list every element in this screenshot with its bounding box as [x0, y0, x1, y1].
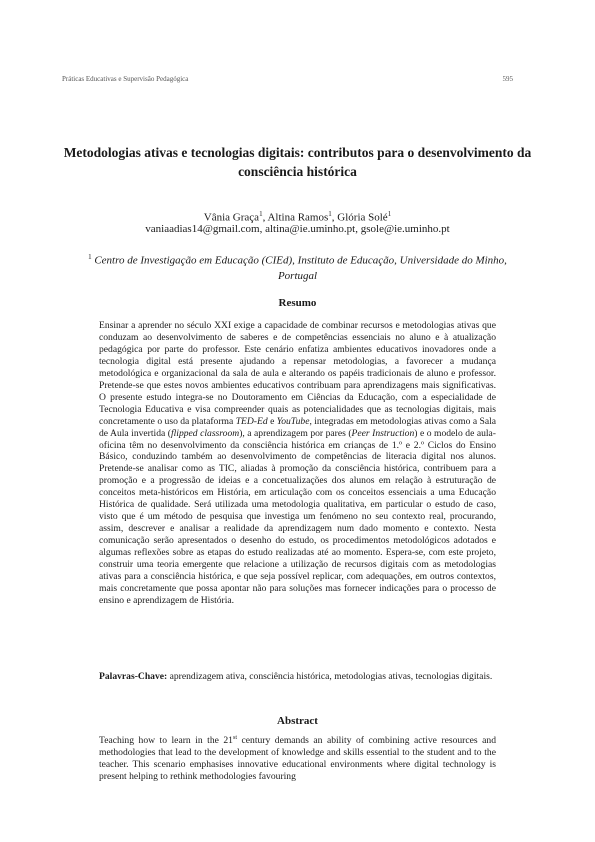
abstract-heading: Abstract	[277, 715, 318, 727]
author-affiliation-mark: 1	[387, 210, 392, 218]
author-name: Altina Ramos	[267, 211, 329, 224]
resumo-paragraph	[99, 320, 496, 607]
affiliation-mark: 1	[88, 253, 92, 261]
abstract-paragraph	[99, 735, 496, 783]
keywords-label: Palavras-Chave:	[99, 671, 168, 682]
author-list: Vânia Graça$^1$, Altina Ramos$^1$, Glória Solé$^1$	[203, 210, 392, 224]
page-number: 595	[502, 75, 513, 83]
affiliation	[84, 250, 511, 284]
resumo-text: Ensinar a aprender no século XXI exige a capacidade de combinar recursos e metodologias ativas que conduzam ao desenvolvimento de saberes e de competências essenciais no aluno e à atualização pedagógica por parte do professor. Este cenário enfatiza ambientes educativos inovadores onde a tecnologia digital está presente ajudando a repensar metodologias, a favorecer a mudança metodológica e organizacional da sala de aula e alterando os papéis tradicionais de aluno e professor. Pretende-se que estes novos ambientes educativos contribuam para aprendizagens mais significativas. O presente estudo integra-se no Doutoramento em Ciências da Educação, com a especialidade de Tecnologia Educativa e visa compreender quais as potencialidades que as tecnologias digitais, mais concretamente o uso da plataforma	[99, 320, 496, 427]
resumo-text: ) e o modelo de aula-oficina têm no desenvolvimento da consciência histórica em crianças de 1.º e 2.º Ciclos do Ensino Básico, conduzindo também ao desenvolvimento de competências de literacia digital nos alunos. Pretende-se analisar como as TIC, aliadas à promoção da consciência histórica, contribuem para a promoção e a progressão de ideias e a concetualizações dos alunos em relação à estruturação de conceitos meta-históricos em História, em articulação com os conceitos essenciais a uma Educação Histórica de qualidade. Será utilizada uma metodologia qualitativa, em particular o estudo de caso, visto que é um método de pesquisa que investiga um fenómeno no seu contexto real, procurando, assim, descrever e analisar a realidade da aprendizagem num dado momento e contexto. Nesta comunicação serão apresentados o desenho do estudo, os procedimentos metodológicos adotados e algumas reflexões sobre as etapas do estudo realizadas até ao momento. Espera-se, com este projeto, construir uma teoria emergente que relacione a utilização de recursos digitais com as metodologias ativas para a consciência histórica, e que seja possível replicar, com adequações, em outros contextos, mais concretamente que possa apontar não para soluções mas fornecer indicações para o processo de ensino e aprendizagem de História.	[99, 427, 496, 606]
journal-name: Práticas Educativas e Supervisão Pedagógica	[62, 75, 189, 83]
abstract-text: century demands an ability of combining active resources and methodologies that lead to the development of knowledge and skills essential to the student and to the teacher. This scenario emphasises innovative educational environments where digital technology is present helping to rethink methodologies favouring	[99, 735, 496, 782]
resumo-heading: Resumo	[278, 297, 317, 309]
author-emails: vaniaadias14@gmail.com, altina@ie.uminho.pt, gsole@ie.uminho.pt	[145, 223, 450, 235]
resumo-term-youtube: YouTube	[276, 415, 310, 427]
affiliation-text: Centro de Investigação em Educação (CIEd), Instituto de Educação, Universidade do Minho, Portugal	[94, 254, 507, 282]
author-affiliation-mark: 1	[259, 210, 263, 218]
author-name: Vânia Graça	[203, 211, 260, 224]
abstract-superscript: st	[232, 734, 237, 741]
resumo-text: ), a aprendizagem por pares (	[239, 427, 352, 439]
running-header	[62, 75, 513, 83]
keywords	[99, 671, 496, 683]
keywords-text: aprendizagem ativa, consciência histórica, metodologias ativas, tecnologias digitais.	[167, 671, 493, 682]
author-name: Glória Solé	[337, 211, 388, 224]
resumo-text: e	[267, 415, 277, 427]
resumo-text: , integradas em metodologias ativas como a Sala de Aula invertida (	[99, 415, 497, 439]
paper-title: Metodologias ativas e tecnologias digitais: contributos para o desenvolvimento da consciência histórica	[63, 145, 532, 179]
resumo-term-ted-ed: TED-Ed	[235, 415, 268, 427]
resumo-term-peer: Peer Instruction	[351, 427, 415, 439]
author-affiliation-mark: 1	[328, 210, 332, 218]
abstract-text: Teaching how to learn in the 21	[99, 735, 233, 746]
resumo-term-flipped: flipped classroom	[170, 427, 240, 439]
